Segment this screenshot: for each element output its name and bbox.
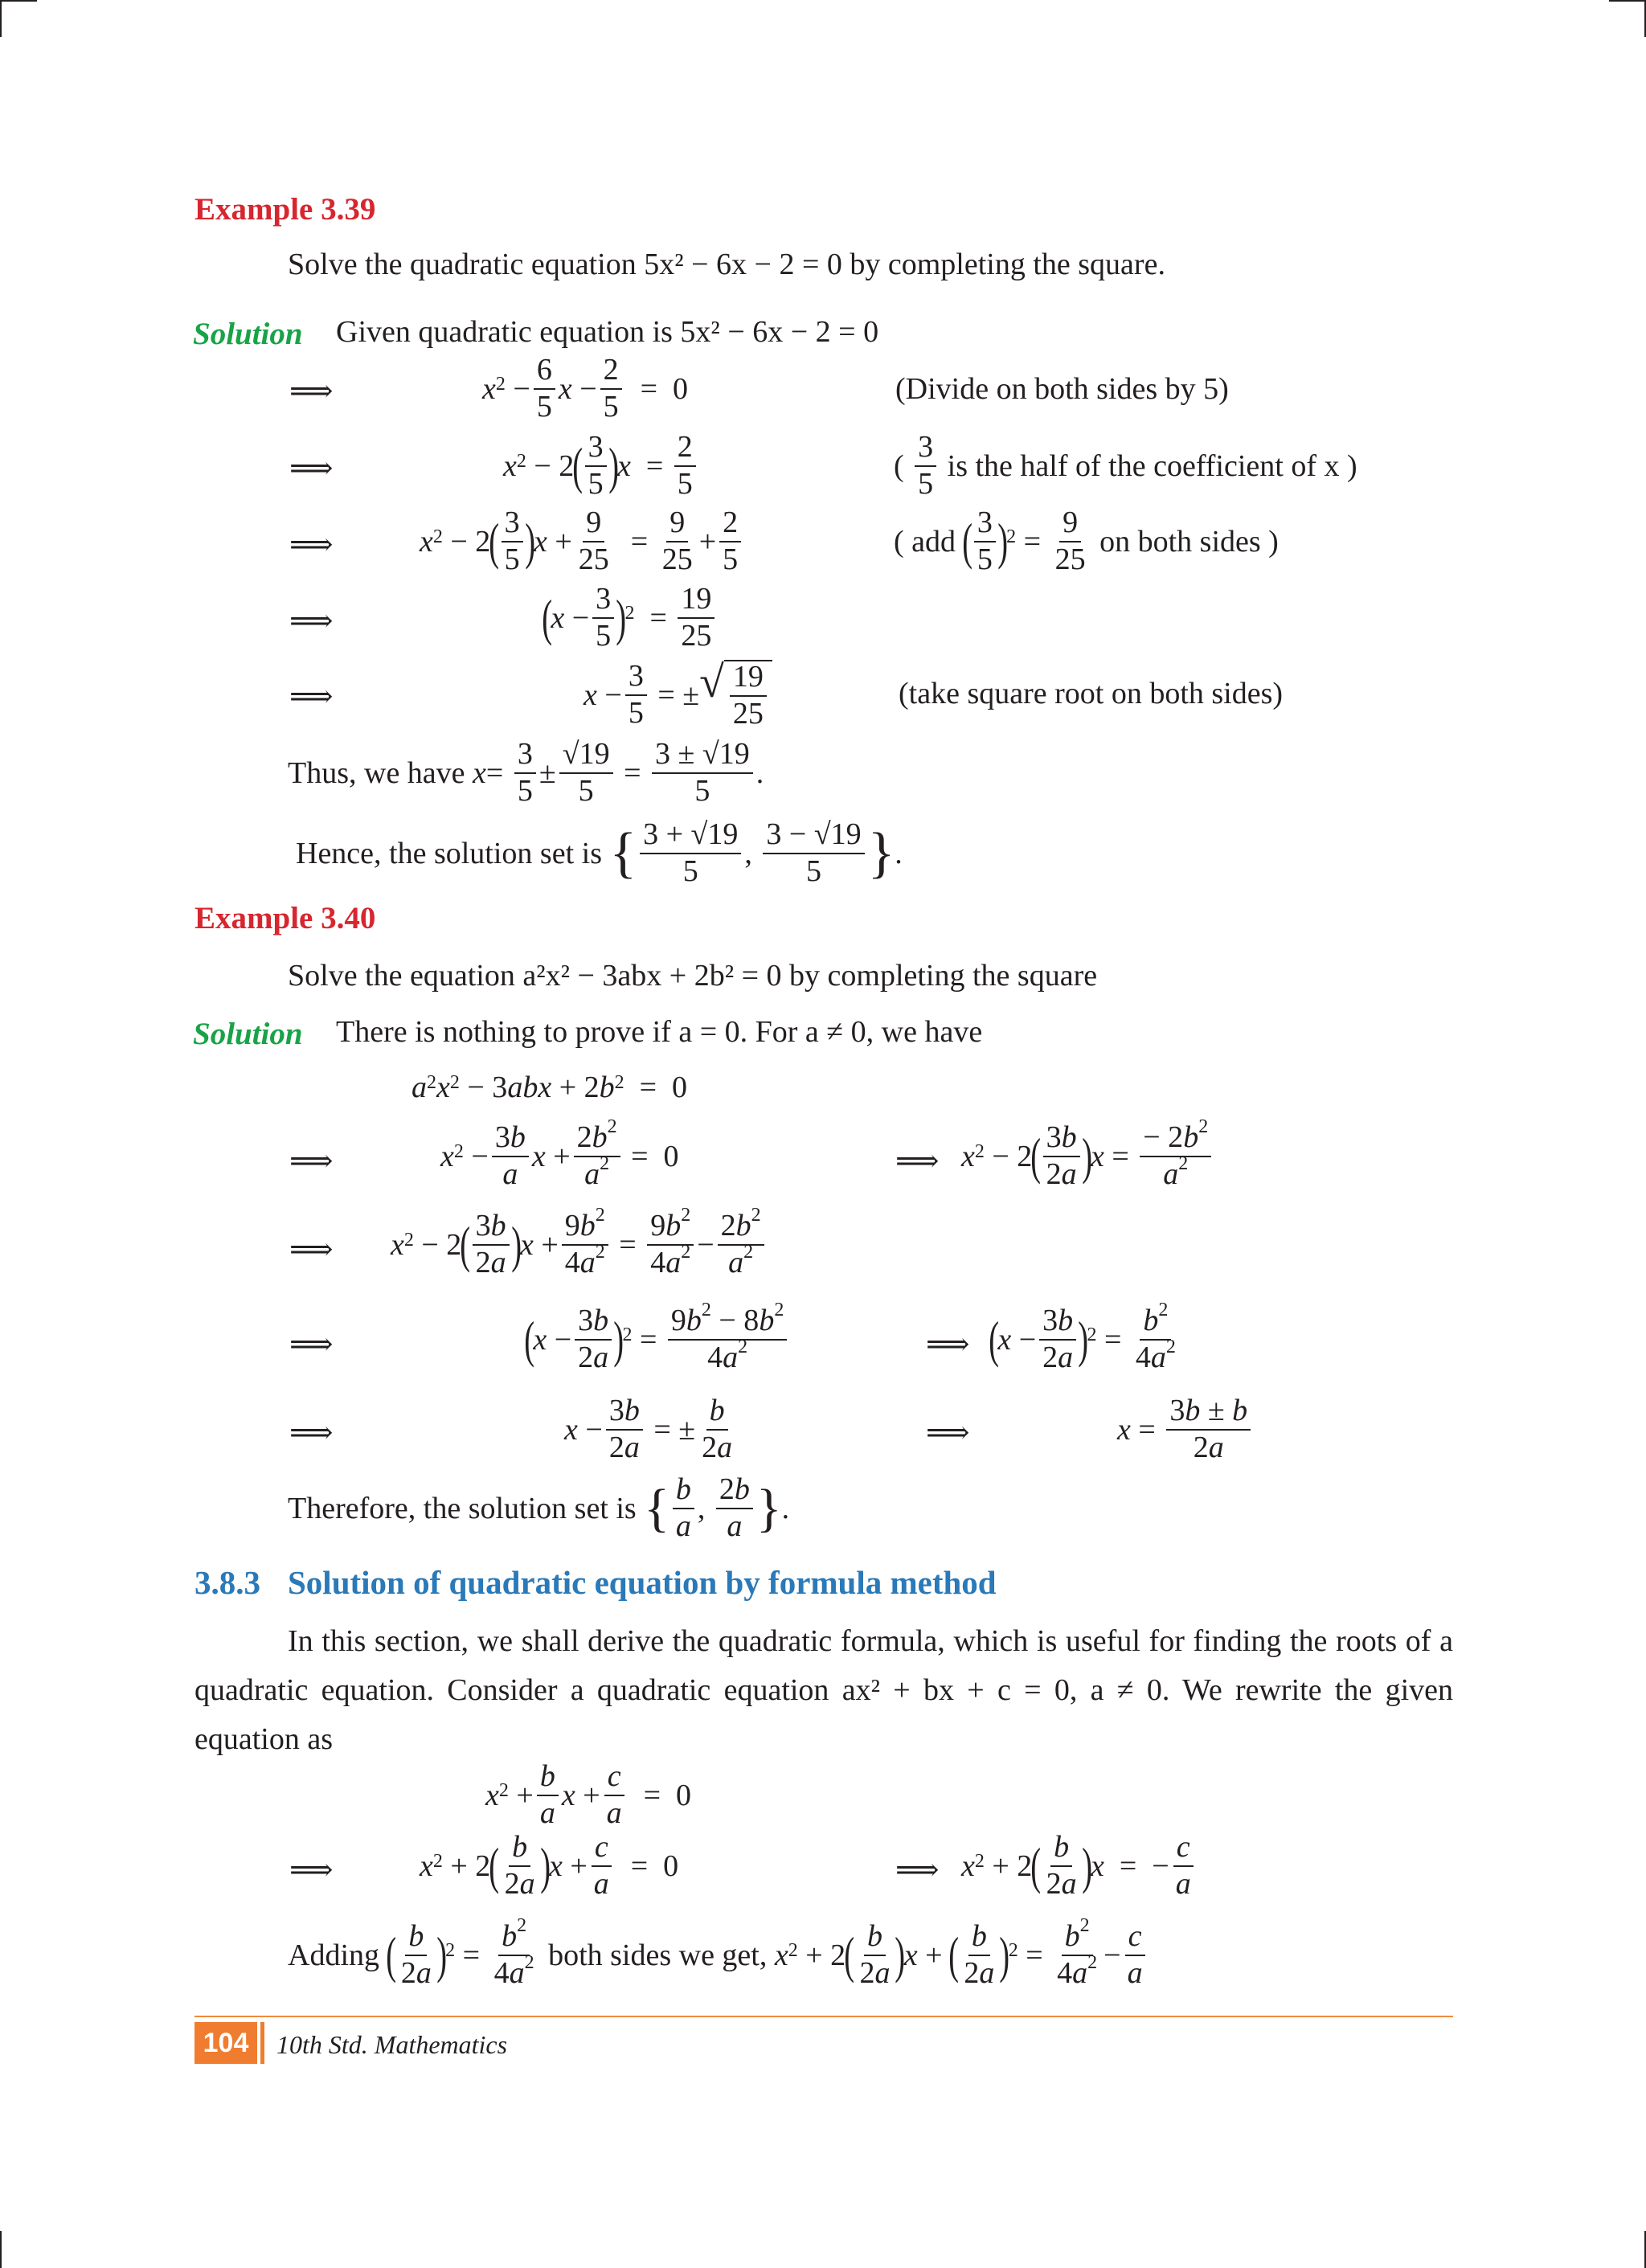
- implies-arrow: ⟹: [895, 1144, 940, 1178]
- example-problem: Solve the equation a²x² − 3abx + 2b² = 0 by completing the square: [288, 959, 1098, 993]
- equation-line: Adding ( $\frac{b}{2a}$ ) $^2$ = $\frac{b^2}{4a^2}$ both sides we get, x $^2$ + 2 ( $\frac{b}{2a}$ ) x + ( $\frac{b}{2a}$ ) $^2$ = $\frac{b^2}{4a^2}$ − $\frac{c}{a}$: [288, 1919, 1149, 1992]
- equation-line: ( x − $\frac{3b}{2a}$ ) $^2$ = $\frac{9b^2 - 8b^2}{4a^2}$: [526, 1305, 790, 1374]
- example-problem: Solve the quadratic equation 5x² − 6x − 2 = 0 by completing the square.: [288, 248, 1165, 281]
- equation-line: x $^2$ + 2 ( $\frac{b}{2a}$ ) x + $\frac{c}{a}$ = 0: [420, 1830, 679, 1901]
- implies-arrow: ⟹: [289, 1853, 334, 1887]
- equation-line: x = $\frac{3b \pm b}{2a}$: [1117, 1395, 1254, 1464]
- solution-label: Solution: [193, 1017, 303, 1051]
- solution-intro: There is nothing to prove if a = 0. For a ≠ 0, we have: [336, 1015, 983, 1049]
- equation-note: (Divide on both sides by 5): [895, 372, 1229, 406]
- solution-given: Given quadratic equation is 5x² − 6x − 2 = 0: [336, 315, 879, 349]
- page-number-bar: [260, 2022, 264, 2064]
- implies-arrow: ⟹: [289, 1328, 334, 1361]
- equation-line: x $^2$ − 2 ( $\frac{3}{5}$ ) x + $\frac{9}{25}$ = $\frac{9}{25}$ + $\frac{2}{5}$: [420, 511, 744, 572]
- solution-label: Solution: [193, 317, 303, 351]
- section-number: 3.8.3: [194, 1564, 260, 1601]
- equation-line: x $^2$ − $\frac{6}{5}$ x − $\frac{2}{5}$ = 0: [482, 353, 689, 424]
- equation-line: x $^2$ − 2 ( $\frac{3b}{2a}$ ) x = $\frac{- 2b^2}{a^2}$: [961, 1122, 1214, 1191]
- implies-arrow: ⟹: [289, 680, 334, 714]
- page-number: 104: [194, 2022, 257, 2064]
- implies-arrow: ⟹: [289, 604, 334, 638]
- section-title: Solution of quadratic equation by formula method: [288, 1564, 997, 1601]
- implies-arrow: ⟹: [926, 1328, 970, 1361]
- equation-line: x $^2$ − 2 ( $\frac{3}{5}$ ) x = $\frac{2}{5}$: [503, 436, 699, 497]
- result-line: Thus, we have x = $\frac{3}{5}$ ± $\frac{√19}{5}$ = $\frac{3 \pm √19}{5}$ .: [288, 737, 764, 808]
- equation-line: x $^2$ − 2 ( $\frac{3b}{2a}$ ) x + $\frac{9b^2}{4a^2}$ = $\frac{9b^2}{4a^2}$ − $\frac{2b^2}{a^2}$: [391, 1210, 768, 1279]
- equation-note: ( add ( $\frac{3}{5}$ ) $^2$ = $\frac{9}{25}$ on both sides ): [894, 506, 1279, 576]
- implies-arrow: ⟹: [289, 375, 334, 408]
- equation-line: x − $\frac{3b}{2a}$ = ± $\frac{b}{2a}$: [564, 1394, 733, 1464]
- implies-arrow: ⟹: [289, 1233, 334, 1267]
- equation-line: ( x − $\frac{3b}{2a}$ ) $^2$ = $\frac{b^2}{4a^2}$: [989, 1300, 1176, 1374]
- footer-rule: [194, 2016, 1453, 2017]
- result-line: Therefore, the solution set is { $\frac{b}{a}$ , $\frac{2b}{a}$ } .: [288, 1472, 790, 1543]
- implies-arrow: ⟹: [895, 1853, 940, 1887]
- equation-line: x $^2$ + 2 ( $\frac{b}{2a}$ ) x = − $\frac{c}{a}$: [961, 1834, 1198, 1898]
- implies-arrow: ⟹: [289, 528, 334, 562]
- equation-note: (take square root on both sides): [899, 677, 1284, 710]
- crop-mark-bl-v: [0, 2231, 2, 2268]
- equation-note: ( $\frac{3}{5}$ is the half of the coefficient of x ): [894, 430, 1357, 501]
- equation-line: x − $\frac{3}{5}$ = ± √ $\frac{19}{25}$: [583, 663, 772, 727]
- section-paragraph: In this section, we shall derive the quadratic formula, which is useful for finding the roots of a quadratic equation. Consider a quadratic equation ax² + bx + c = 0, a ≠ 0. We rewrite the given equation as: [194, 1624, 1453, 1756]
- example-heading: Example 3.40: [194, 901, 376, 935]
- example-heading: Example 3.39: [194, 192, 376, 227]
- implies-arrow: ⟹: [289, 452, 334, 485]
- equation-line: ( x − $\frac{3}{5}$ ) $^2$ = $\frac{19}{25}$: [543, 587, 718, 649]
- implies-arrow: ⟹: [289, 1144, 334, 1178]
- equation-line: x $^2$ − $\frac{3b}{a}$ x + $\frac{2b^2}{a^2}$ = 0: [440, 1116, 679, 1191]
- result-line: Hence, the solution set is { $\frac{3 + √19}{5}$ , $\frac{3 - √19}{5}$ } .: [296, 817, 903, 888]
- crop-mark-tr-h: [1609, 0, 1646, 2]
- equation-line: a $^2$ x $^2$ − 3 abx + 2 b $^2$ = 0: [412, 1071, 688, 1104]
- equation-line: x $^2$ + $\frac{b}{a}$ x + $\frac{c}{a}$ = 0: [485, 1759, 692, 1830]
- crop-mark-tl-h: [0, 0, 37, 2]
- crop-mark-tl-v: [0, 0, 2, 37]
- book-title: 10th Std. Mathematics: [276, 2030, 508, 2059]
- implies-arrow: ⟹: [289, 1416, 334, 1450]
- implies-arrow: ⟹: [926, 1416, 970, 1450]
